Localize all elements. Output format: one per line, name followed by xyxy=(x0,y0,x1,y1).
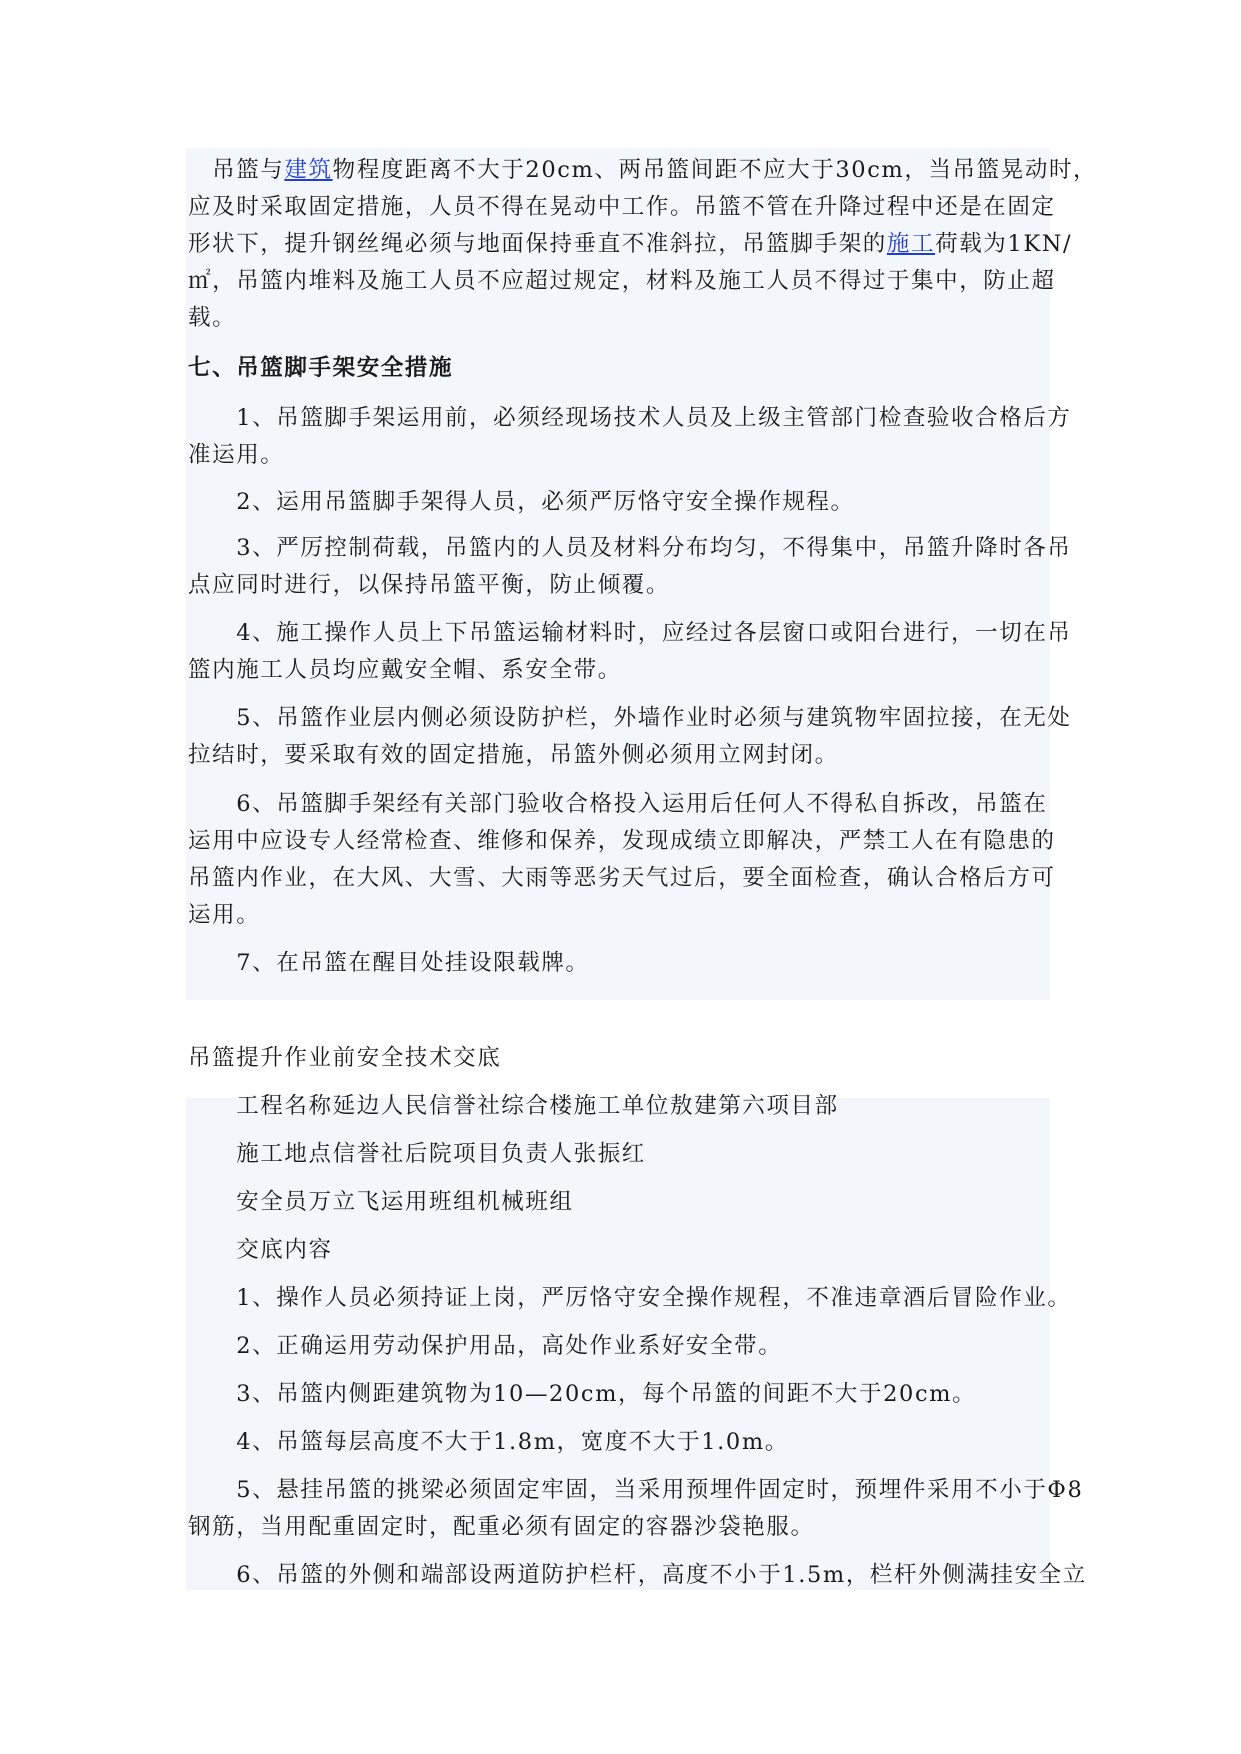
link-jianzhu[interactable]: 建筑 xyxy=(284,157,333,183)
measure-5: 5、吊篮作业层内侧必须设防护栏，外墙作业时必须与建筑物牢固拉接，在无处 拉结时，要采取有效的固定措施，吊篮外侧必须用立网封闭。 xyxy=(188,705,1072,768)
briefing-info-safety-officer: 安全员万立飞运用班组机械班组 xyxy=(188,1189,574,1215)
intro-line-1: 吊篮与建筑物程度距离不大于20cm、两吊篮间距不应大于30cm，当吊篮晃动时， xyxy=(188,157,1098,183)
briefing-info-content-label: 交底内容 xyxy=(188,1237,333,1263)
measure-2: 2、运用吊篮脚手架得人员，必须严厉恪守安全操作规程。 xyxy=(188,489,855,515)
briefing-item-3: 3、吊篮内侧距建筑物为10—20cm，每个吊篮的间距不大于20cm。 xyxy=(188,1381,977,1407)
intro-line-2: 应及时采取固定措施，人员不得在晃动中工作。吊篮不管在升降过程中还是在固定 xyxy=(188,194,1056,220)
intro-paragraph xyxy=(188,152,1098,337)
briefing-item-2: 2、正确运用劳动保护用品，高处作业系好安全带。 xyxy=(188,1333,783,1359)
measure-1: 1、吊篮脚手架运用前，必须经现场技术人员及上级主管部门检查验收合格后方 准运用。 xyxy=(188,405,1072,468)
measure-4: 4、施工操作人员上下吊篮运输材料时，应经过各层窗口或阳台进行，一切在吊 篮内施工人员均应戴安全帽、系安全带。 xyxy=(188,620,1072,683)
measure-6: 6、吊篮脚手架经有关部门验收合格投入运用后任何人不得私自拆改，吊篮在 运用中应设专人经常检查、维修和保养，发现成绩立即解决，严禁工人在有隐患的 吊篮内作业，在大风、大雪、大雨等恶劣天气过后，要全面检查，确认合格后方可 运用。 xyxy=(188,791,1056,928)
measure-3: 3、严厉控制荷载，吊篮内的人员及材料分布均匀，不得集中，吊篮升降时各吊 点应同时进行，以保持吊篮平衡，防止倾覆。 xyxy=(188,535,1072,598)
briefing-item-4: 4、吊篮每层高度不大于1.8m，宽度不大于1.0m。 xyxy=(188,1429,789,1455)
briefing-info-project: 工程名称延边人民信誉社综合楼施工单位敖建第六项目部 xyxy=(188,1093,839,1119)
measure-7: 7、在吊篮在醒目处挂设限载牌。 xyxy=(188,950,590,976)
intro-line-4: ㎡，吊篮内堆料及施工人员不应超过规定，材料及施工人员不得过于集中，防止超 xyxy=(188,268,1056,294)
briefing-title: 吊篮提升作业前安全技术交底 xyxy=(188,1045,502,1071)
intro-line-3: 形状下，提升钢丝绳必须与地面保持垂直不准斜拉，吊篮脚手架的施工荷载为1KN/ xyxy=(188,231,1073,257)
briefing-info-location: 施工地点信誉社后院项目负责人张振红 xyxy=(188,1141,646,1167)
intro-line-5: 载。 xyxy=(188,305,237,331)
briefing-item-1: 1、操作人员必须持证上岗，严厉恪守安全操作规程，不准违章酒后冒险作业。 xyxy=(188,1285,1072,1311)
briefing-item-5: 5、悬挂吊篮的挑梁必须固定牢固，当采用预埋件固定时，预埋件采用不小于Φ8 钢筋，当用配重固定时，配重必须有固定的容器沙袋艳服。 xyxy=(188,1477,1084,1540)
briefing-item-6: 6、吊篮的外侧和端部设两道防护栏杆，高度不小于1.5m，栏杆外侧满挂安全立 xyxy=(188,1562,1087,1588)
link-shigong[interactable]: 施工 xyxy=(886,231,936,257)
section-heading: 七、吊篮脚手架安全措施 xyxy=(188,355,454,381)
